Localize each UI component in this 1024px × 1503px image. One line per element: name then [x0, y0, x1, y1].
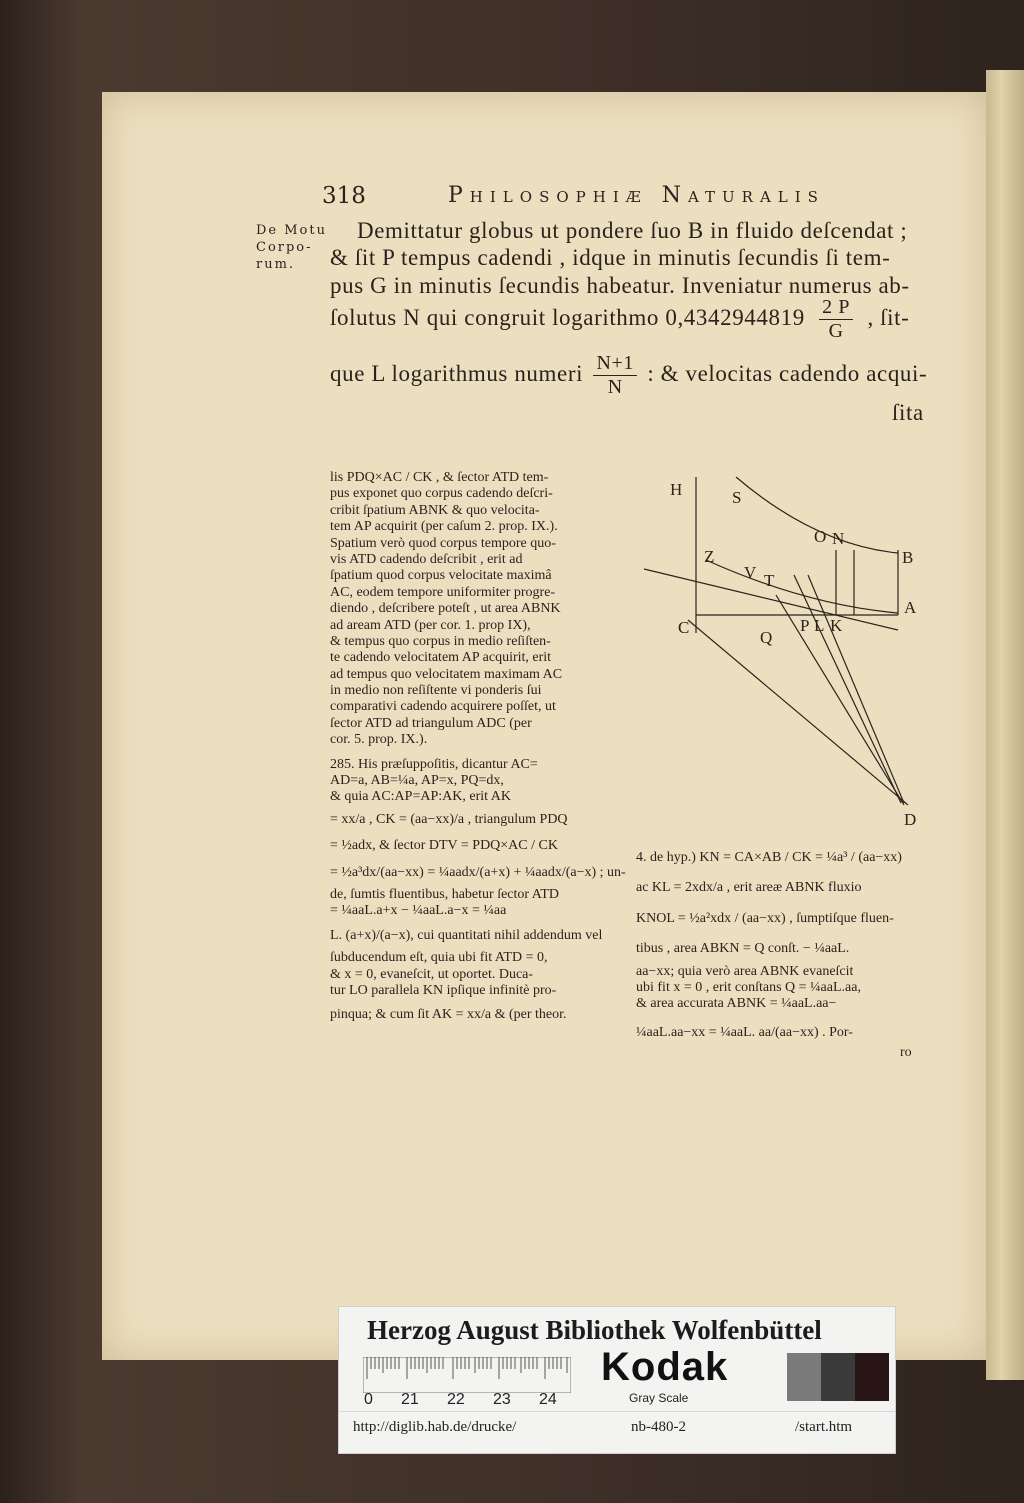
- ruler-number: 0: [364, 1391, 373, 1408]
- figure-label: Q: [760, 628, 773, 647]
- column-line: te cadendo velocitatem AP acquirit, erit: [330, 650, 552, 666]
- column-line: = ½a³dx/(aa−xx) = ¼aadx/(a+x) + ¼aadx/(a−x) ; un-: [330, 864, 626, 880]
- column-line: ro: [900, 1045, 912, 1061]
- column-line: ¼aaL.aa−xx = ¼aaL. aa/(aa−xx) . Por-: [636, 1024, 853, 1040]
- figure-label: L: [814, 616, 825, 635]
- column-line: ſubducendum eſt, quia ubi fit ATD = 0,: [330, 950, 548, 966]
- main-text-line: pus G in minutis ſecundis habeatur. Inveniatur numerus ab-: [330, 273, 910, 298]
- catchword: ſita: [892, 400, 924, 425]
- figure-label: N: [832, 529, 845, 548]
- main-text-line: [330, 296, 909, 343]
- main-text-line: & ſit P tempus cadendi , idque in minutis ſecundis ſi tem-: [330, 245, 891, 270]
- main-text-line: Demittatur globus ut pondere ſuo B in fluido deſcendat ;: [357, 218, 908, 243]
- figure-line-c-d: [688, 620, 908, 805]
- figure-label: A: [904, 598, 917, 617]
- main-text-segment: que L logarithmus numeri: [330, 360, 584, 386]
- main-text-segment: ſolutus N qui congruit logarithmo 0,4342944819: [330, 304, 805, 330]
- column-line: AC, eodem tempore uniformiter progre-: [330, 584, 556, 600]
- column-line: comparativi cadendo acquirere poſſet, ut: [330, 699, 556, 715]
- fraction: [819, 296, 853, 343]
- column-line: ac KL = 2xdx/a , erit areæ ABNK fluxio: [636, 880, 862, 896]
- column-line: & x = 0, evaneſcit, ut oportet. Duca-: [330, 966, 534, 982]
- column-line: ubi fit x = 0 , erit conſtans Q = ¼aaL.aa,: [636, 979, 861, 995]
- column-line: & area accurata ABNK = ¼aaL.aa−: [636, 996, 837, 1012]
- running-head: Philosophiæ Naturalis: [448, 183, 825, 208]
- left-text-column: [330, 470, 626, 1024]
- fraction: [593, 352, 637, 399]
- ruler-scale: [363, 1357, 571, 1393]
- kodak-logo: Kodak: [601, 1345, 729, 1389]
- column-line: diendo , deſcribere poteſt , ut area ABNK: [330, 601, 561, 617]
- column-line: ad aream ATD (per cor. 1. prop IX),: [330, 617, 531, 633]
- column-line: vis ATD cadendo deſcribit , erit ad: [330, 551, 523, 567]
- shelfmark: nb-480-2: [631, 1419, 686, 1435]
- gray-swatch-black: [855, 1353, 889, 1401]
- column-line: cor. 5. prop. IX.).: [330, 732, 428, 748]
- fraction-numerator: 2 P: [819, 296, 853, 320]
- column-line: & quia AC:AP=AP:AK, erit AK: [330, 789, 511, 805]
- column-line: 4. de hyp.) KN = CA×AB / CK = ¼a³ / (aa−xx): [636, 850, 902, 865]
- ruler-number: 23: [493, 1391, 511, 1408]
- figure-line-t-d: [808, 575, 904, 803]
- column-line: de, ſumtis fluentibus, habetur ſector ATD: [330, 886, 560, 902]
- figure-label: D: [904, 810, 917, 829]
- geometric-figure: [636, 465, 936, 835]
- figure-label: V: [744, 563, 757, 582]
- figure-curve-lower: [706, 560, 898, 613]
- fraction-denominator: N: [607, 376, 623, 398]
- column-line: Spatium verò quod corpus tempore quo-: [330, 535, 556, 551]
- column-line: cribit ſpatium ABNK & quo velocita-: [330, 502, 540, 518]
- right-text-column: [636, 850, 936, 1062]
- figure-label: S: [732, 488, 742, 507]
- column-line: tem AP acquirit (per caſum 2. prop. IX.).: [330, 519, 558, 535]
- gray-swatch-dark: [821, 1353, 855, 1401]
- library-label-card: [338, 1306, 896, 1454]
- figure-label: T: [764, 571, 775, 590]
- column-line: = ¼aaL.a+x − ¼aaL.a−x = ¼aa: [330, 903, 507, 919]
- main-text-segment: , ſit-: [867, 304, 910, 330]
- adjacent-page-edge: [986, 70, 1024, 1380]
- column-line: L. (a+x)/(a−x), cui quantitati nihil addendum vel: [330, 927, 603, 943]
- column-line: tibus , area ABKN = Q conſt. − ¼aaL.: [636, 941, 850, 957]
- column-line: KNOL = ½a²xdx / (aa−xx) , ſumptiſque fluen-: [636, 910, 894, 926]
- figure-line-v-d: [794, 575, 901, 803]
- column-line: tur LO parallela KN ipſique infinitè pro-: [330, 982, 557, 998]
- column-line: aa−xx; quia verò area ABNK evaneſcit: [636, 963, 854, 979]
- figure-label: H: [670, 480, 683, 499]
- column-line: = xx/a , CK = (aa−xx)/a , triangulum PDQ: [330, 811, 568, 827]
- column-line: lis PDQ×AC / CK , & ſector ATD tem-: [330, 470, 549, 485]
- figure-label: K: [830, 616, 843, 635]
- ruler-number: 21: [401, 1391, 419, 1408]
- ruler-number: 22: [447, 1391, 465, 1408]
- margin-note-line: Corpo-: [256, 240, 313, 255]
- margin-note-line: De Motu: [256, 223, 327, 238]
- figure-label: B: [902, 548, 914, 567]
- column-line: pinqua; & cum ſit AK = xx/a & (per theor.: [330, 1007, 567, 1023]
- figure-label: P: [800, 616, 810, 635]
- fraction-numerator: N+1: [593, 352, 637, 376]
- column-line: AD=a, AB=¼a, AP=x, PQ=dx,: [330, 773, 504, 789]
- ruler-number: 24: [539, 1391, 557, 1408]
- main-text-segment: : & velocitas cadendo acqui-: [647, 360, 928, 386]
- column-line: = ½adx, & ſector DTV = PDQ×AC / CK: [330, 838, 558, 854]
- figure-label: C: [678, 618, 690, 637]
- library-title: Herzog August Bibliothek Wolfenbüttel: [367, 1315, 822, 1345]
- source-url: http://diglib.hab.de/drucke/: [353, 1419, 517, 1435]
- main-text-line: [330, 352, 927, 399]
- margin-note-line: rum.: [256, 257, 296, 272]
- figure-label: Z: [704, 547, 715, 566]
- gray-swatch-light: [787, 1353, 821, 1401]
- figure-label: O: [814, 527, 827, 546]
- column-line: ad tempus quo velocitatem maximam AC: [330, 666, 563, 682]
- column-line: ſector ATD ad triangulum ADC (per: [330, 715, 532, 731]
- column-line: 285. His præſuppoſitis, dicantur AC=: [330, 756, 538, 772]
- column-line: in medio non reſiſtente vi ponderis ſui: [330, 683, 542, 699]
- column-line: pus exponet quo corpus cadendo deſcri-: [330, 486, 553, 502]
- margin-note: [256, 222, 327, 273]
- card-divider: [339, 1411, 895, 1412]
- column-line: ſpatium quod corpus velocitate maximâ: [330, 568, 552, 584]
- start-url: /start.htm: [795, 1419, 853, 1435]
- column-line: & tempus quo corpus in medio reſiſten-: [330, 633, 551, 649]
- page-number: 318: [322, 183, 366, 209]
- gray-scale-label: Gray Scale: [629, 1391, 689, 1405]
- fraction-denominator: G: [828, 320, 844, 342]
